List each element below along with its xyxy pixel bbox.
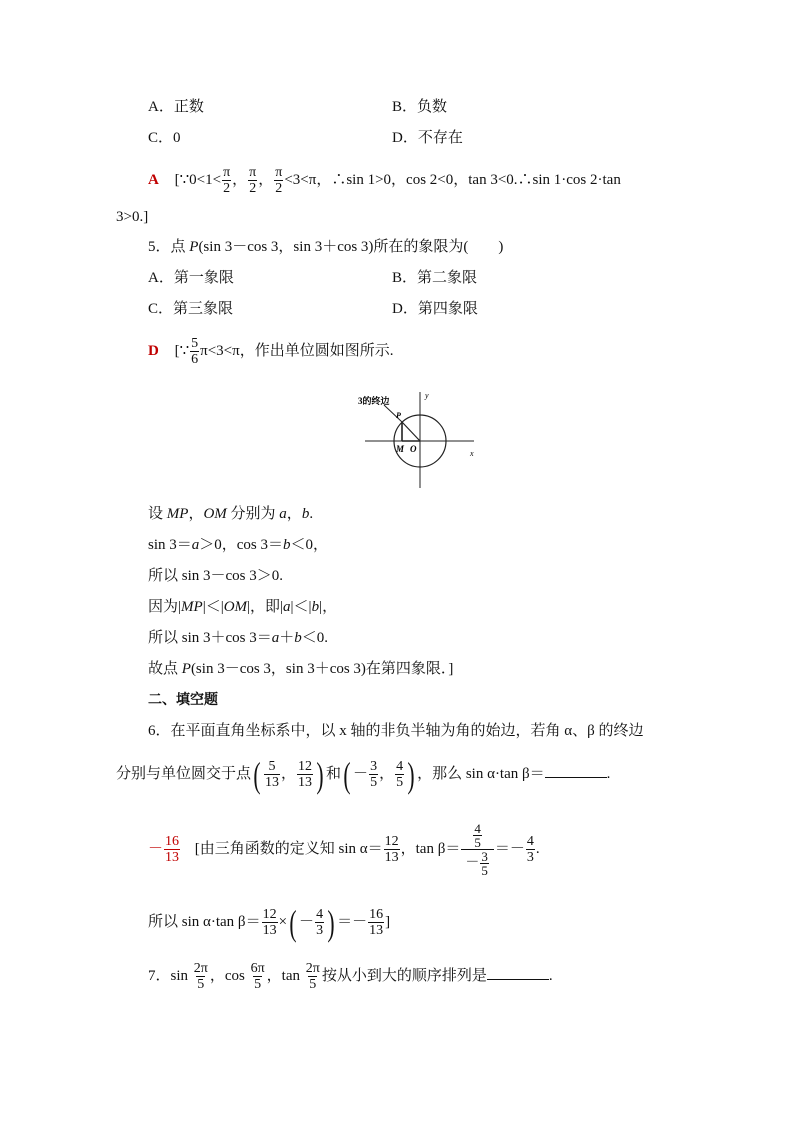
q7-stem: 7．sin $\frac{2\pi}{5}$ ，cos $\frac{6\pi}{5}$ ，tan $\frac{2\pi}{5}$ 按从小到大的顺序排列是 . — [148, 961, 553, 993]
fraction: $\frac{12}{13}$ — [262, 907, 277, 939]
fraction: $\frac{5}{6}$ — [191, 336, 199, 368]
terminal-side-label: 3的终边 — [358, 396, 390, 406]
fraction: $\frac{4}{3}$ — [526, 834, 534, 866]
q5-solution-line1: D [∵ $\frac{5}{6}$ π<3<π，作出单位圆如图所示. — [148, 336, 394, 368]
fraction: $\frac{12}{13}$ — [384, 834, 399, 866]
q4-option-b: B．负数 — [392, 99, 448, 115]
q5-stem: 5．点 P(sin 3－cos 3，sin 3＋cos 3)所在的象限为( ) — [148, 239, 504, 255]
q5-option-a: A．第一象限 — [148, 270, 234, 286]
fraction: $\frac{2\pi}{5}$ — [193, 961, 208, 993]
q6-answer: $\frac{16}{13}$ — [165, 834, 180, 866]
q5-sol-line2: 设 MP，OM 分别为 a，b. — [148, 506, 314, 522]
origin-label: O — [410, 444, 417, 454]
x-axis-label: x — [470, 449, 474, 458]
q4-option-d: D．不存在 — [392, 130, 463, 146]
fraction: $\frac{\pi}{2}$ — [249, 165, 257, 197]
q4-option-c: C．0 — [148, 130, 181, 146]
q5-sol-line3: sin 3＝a＞0，cos 3＝b＜0， — [148, 537, 329, 553]
q4-solution-line1: A [∵0<1< $\frac{\pi}{2}$ ， $\frac{\pi}{2}$ ， $\frac{\pi}{2}$ <3<π，∴sin 1>0，cos 2<0，tan 3<0.∴sin 1·cos 2·tan — [148, 165, 621, 197]
fraction: $\frac{12}{13}$ — [298, 759, 313, 791]
q5-sol-line6: 所以 sin 3＋cos 3＝a＋b＜0. — [148, 630, 329, 646]
compound-fraction: $\frac{4}{5}$ － $\frac{3}{5}$ — [461, 822, 494, 877]
answer-blank[interactable] — [545, 761, 607, 778]
q6-stem-line1: 6．在平面直角坐标系中，以 x 轴的非负半轴为角的始边，若角 α、β 的终边 — [148, 723, 644, 739]
y-axis-label: y — [425, 391, 429, 400]
fraction: $\frac{2\pi}{5}$ — [305, 961, 320, 993]
q5-sol-line5: 因为|MP|＜|OM|，即|a|＜|b|， — [148, 599, 338, 615]
fraction: $\frac{16}{13}$ — [369, 907, 384, 939]
q4-solution-line2: 3>0.] — [116, 209, 149, 225]
q4-option-a: A．正数 — [148, 99, 204, 115]
answer-blank[interactable] — [487, 963, 549, 980]
fraction: $\frac{5}{13}$ — [265, 759, 280, 791]
q4-answer: A — [148, 172, 159, 188]
fraction: $\frac{4}{5}$ — [396, 759, 404, 791]
fraction: $\frac{\pi}{2}$ — [275, 165, 283, 197]
q5-option-c: C．第三象限 — [148, 301, 234, 317]
q4-sol-text: [∵0<1< — [174, 172, 222, 188]
fraction: $\frac{3}{5}$ — [370, 759, 378, 791]
q5-answer: D — [148, 343, 159, 359]
fraction: $\frac{\pi}{2}$ — [223, 165, 231, 197]
q6-solution-line2: 所以 sin α·tan β＝ $\frac{12}{13}$ ×( － $\frac{4}{3}$ ) ＝－ $\frac{16}{13}$ ] — [148, 902, 391, 943]
q5-option-d: D．第四象限 — [392, 301, 478, 317]
fraction: $\frac{4}{3}$ — [316, 907, 324, 939]
section-title-fill-in: 二、填空题 — [148, 692, 218, 708]
q5-sol-line7: 故点 P(sin 3－cos 3，sin 3＋cos 3)在第四象限．] — [148, 661, 454, 677]
fraction: $\frac{6\pi}{5}$ — [250, 961, 265, 993]
point-m-label: M — [396, 444, 405, 454]
q6-solution-line1: － $\frac{16}{13}$ [由三角函数的定义知 sin α＝ $\frac{12}{13}$ ，tan β＝ $\frac{4}{5}$ － $\frac{3}{5}$ ＝－ $\frac{4}{3}$ . — [148, 821, 540, 879]
q6-stem-line2: 分别与单位圆交于点( $\frac{5}{13}$ ， $\frac{12}{13}$ ) 和( － $\frac{3}{5}$ ， $\frac{4}{5}$ ) ，那么 sin α·tan β＝ . — [116, 754, 611, 795]
q5-option-b: B．第二象限 — [392, 270, 478, 286]
point-p-label: P — [396, 411, 401, 420]
unit-circle-figure — [352, 384, 488, 492]
q5-sol-line4: 所以 sin 3－cos 3＞0. — [148, 568, 284, 584]
